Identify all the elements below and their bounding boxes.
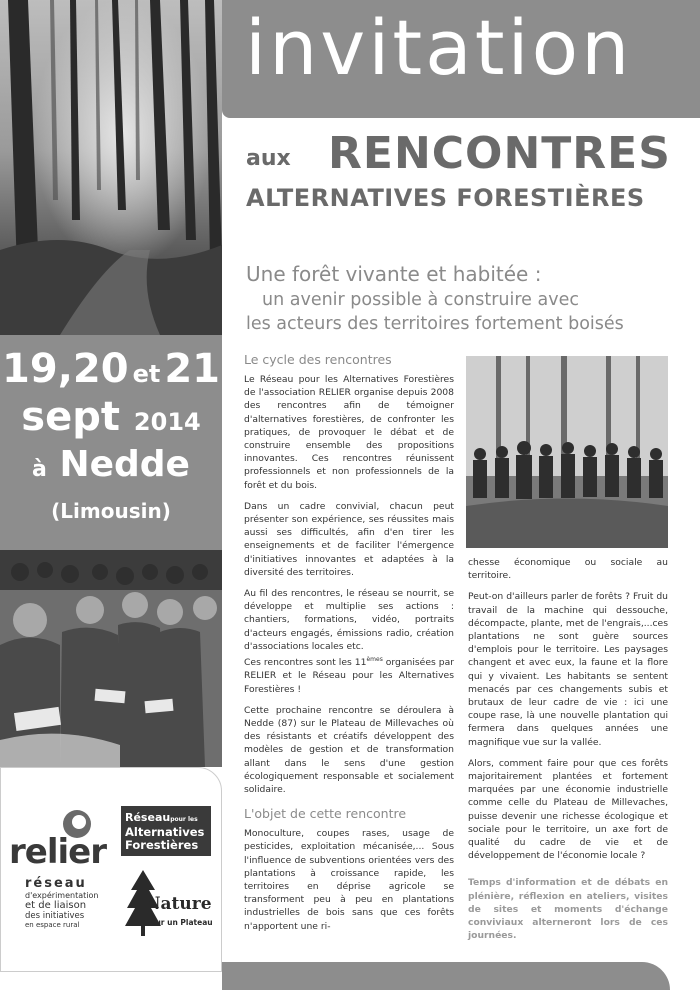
section-heading-objet: L'objet de cette rencontre [244, 806, 407, 822]
relier-line-4: des initiatives [25, 911, 85, 921]
forest-photo [0, 0, 222, 335]
date-comma: , [57, 346, 73, 392]
day-1: 19 [2, 346, 58, 392]
event-date-panel [0, 335, 222, 550]
subtitle-line-3: les acteurs des territoires fortement boisés [246, 314, 624, 334]
event-year: 2014 [133, 408, 201, 436]
right-paragraph-3: Alors, comment faire pour que ces forêts majoritairement plantées et fortement marquées par une économie industrielle comme celle du Plateau de Millevaches, puisse devenir une richesse écologique et sociale pour le territoire, un axe fort de qualité du cadre de vie et de développement de l'économie locale ? [468, 757, 668, 862]
subtitle-line-2: un avenir possible à construire avec [262, 290, 579, 310]
day-2: 20 [72, 346, 129, 392]
right-paragraph-4: Temps d'information et de débats en plénière, réflexion en ateliers, visites de sites et moments d'échange conviviaux alterneront lors de ces journées. [468, 877, 668, 942]
cycle-paragraph-2: Dans un cadre convivial, chacun peut présenter son expérience, ses réussites mais aussi ses difficultés, afin d'en tirer les enseignements et de faciliter l'émergence d'initiatives innovantes et adaptées à la diversité des territoires. [244, 500, 454, 578]
event-place [0, 444, 222, 485]
relier-line-3: et de liaison [25, 900, 87, 911]
cycle-p4-start: Ces rencontres sont les 11 [244, 657, 367, 669]
title-rencontres: RENCONTRES [328, 128, 671, 179]
raf-line-1: Réseau [125, 811, 171, 824]
cycle-p4-end: organisées par RELIER et le Réseau pour les Alternatives Forestières ! [244, 657, 454, 695]
raf-small: pour les [170, 816, 198, 823]
relier-line-1: réseau [25, 876, 87, 891]
day-3: 21 [164, 346, 220, 392]
section-heading-cycle: Le cycle des rencontres [244, 352, 392, 367]
subtitle-line-1: Une forêt vivante et habitée : [246, 262, 542, 286]
title-aux: aux [246, 146, 291, 171]
raf-line-3: Forestières [125, 838, 199, 852]
raf-logo [121, 806, 211, 856]
title-alternatives: ALTERNATIVES FORESTIÈRES [246, 184, 645, 212]
nature-line-2: sur un Plateau [151, 918, 213, 927]
event-region: (Limousin) [51, 499, 171, 523]
invitation-title: invitation [245, 3, 633, 92]
relier-line-5: en espace rural [25, 921, 80, 929]
relier-line-2: d'expérimentation [25, 891, 99, 900]
column-left [244, 352, 454, 941]
column-right [468, 556, 668, 950]
cycle-paragraph-3: Au fil des rencontres, le réseau se nourrit, se développe et multiplie ses actions : chantiers, formations, vidéo, portraits d'acteurs engagés, émissions radio, création d'associations locales etc. [244, 588, 454, 652]
date-et: et [132, 360, 161, 388]
right-paragraph-1: chesse économique ou sociale au territoire. [468, 557, 668, 582]
raf-line-2: Alternatives [125, 825, 205, 839]
cycle-paragraph-5: Cette prochaine rencontre se déroulera à Nedde (87) sur le Plateau de Millevaches où des résistants et créatifs développent des modèles de gestion et de transformation allant dans le sens d'une gestion écologiquement responsable et socialement solidaire. [244, 704, 454, 795]
partner-logos [0, 767, 222, 972]
event-month: sept [21, 394, 120, 440]
right-paragraph-2: Peut-on d'ailleurs parler de forêts ? Fruit du travail de la machine qui dessouche, décompacte, plante, met de l'engrais,...ces plantations ne sont guère sources d'emplois pour le territoire. Les paysages changent et avec eux, la faune et la flore qui y vivaient. Les habitants se sentent menacés par ces changements subis et brutaux de leur cadre de vie : ici une coupe rase, là une nouvelle plantation qui fermera dans quelques années une magnifique vue sur la vallée. [468, 591, 668, 748]
event-dates [0, 346, 222, 392]
cycle-paragraph-4 [244, 653, 454, 696]
objet-paragraph-1: Monoculture, coupes rases, usage de pesticides, exploitation mécanisée,... Sous l'influence de subventions orientées vers des plantations à croissance rapide, les territoires en déprise agricole se transforment peu à peu en plantations industrielles de bois sans que ces forêts n'apportent une ri- [244, 828, 454, 932]
cycle-p4-sup: èmes [366, 656, 383, 664]
nature-line-1: Nature [145, 894, 212, 914]
audience-photo [0, 550, 222, 767]
nature-logo [123, 868, 215, 940]
event-place-name: Nedde [59, 444, 190, 485]
relier-logo [7, 808, 119, 968]
event-a: à [32, 457, 47, 482]
relier-name: relier [9, 832, 106, 872]
event-month-year [0, 394, 222, 440]
cycle-paragraph-1: Le Réseau pour les Alternatives Forestières de l'association RELIER organise depuis 2008 des rencontres afin de témoigner d'alternatives forestières, de confronter les pratiques, de provoquer le débat et de construire ensemble des propositions innovantes. Ces rencontres réunissent professionnels et non professionnels de la forêt et du bois. [244, 374, 454, 491]
group-photo [466, 356, 668, 548]
bottom-bar [222, 962, 670, 990]
